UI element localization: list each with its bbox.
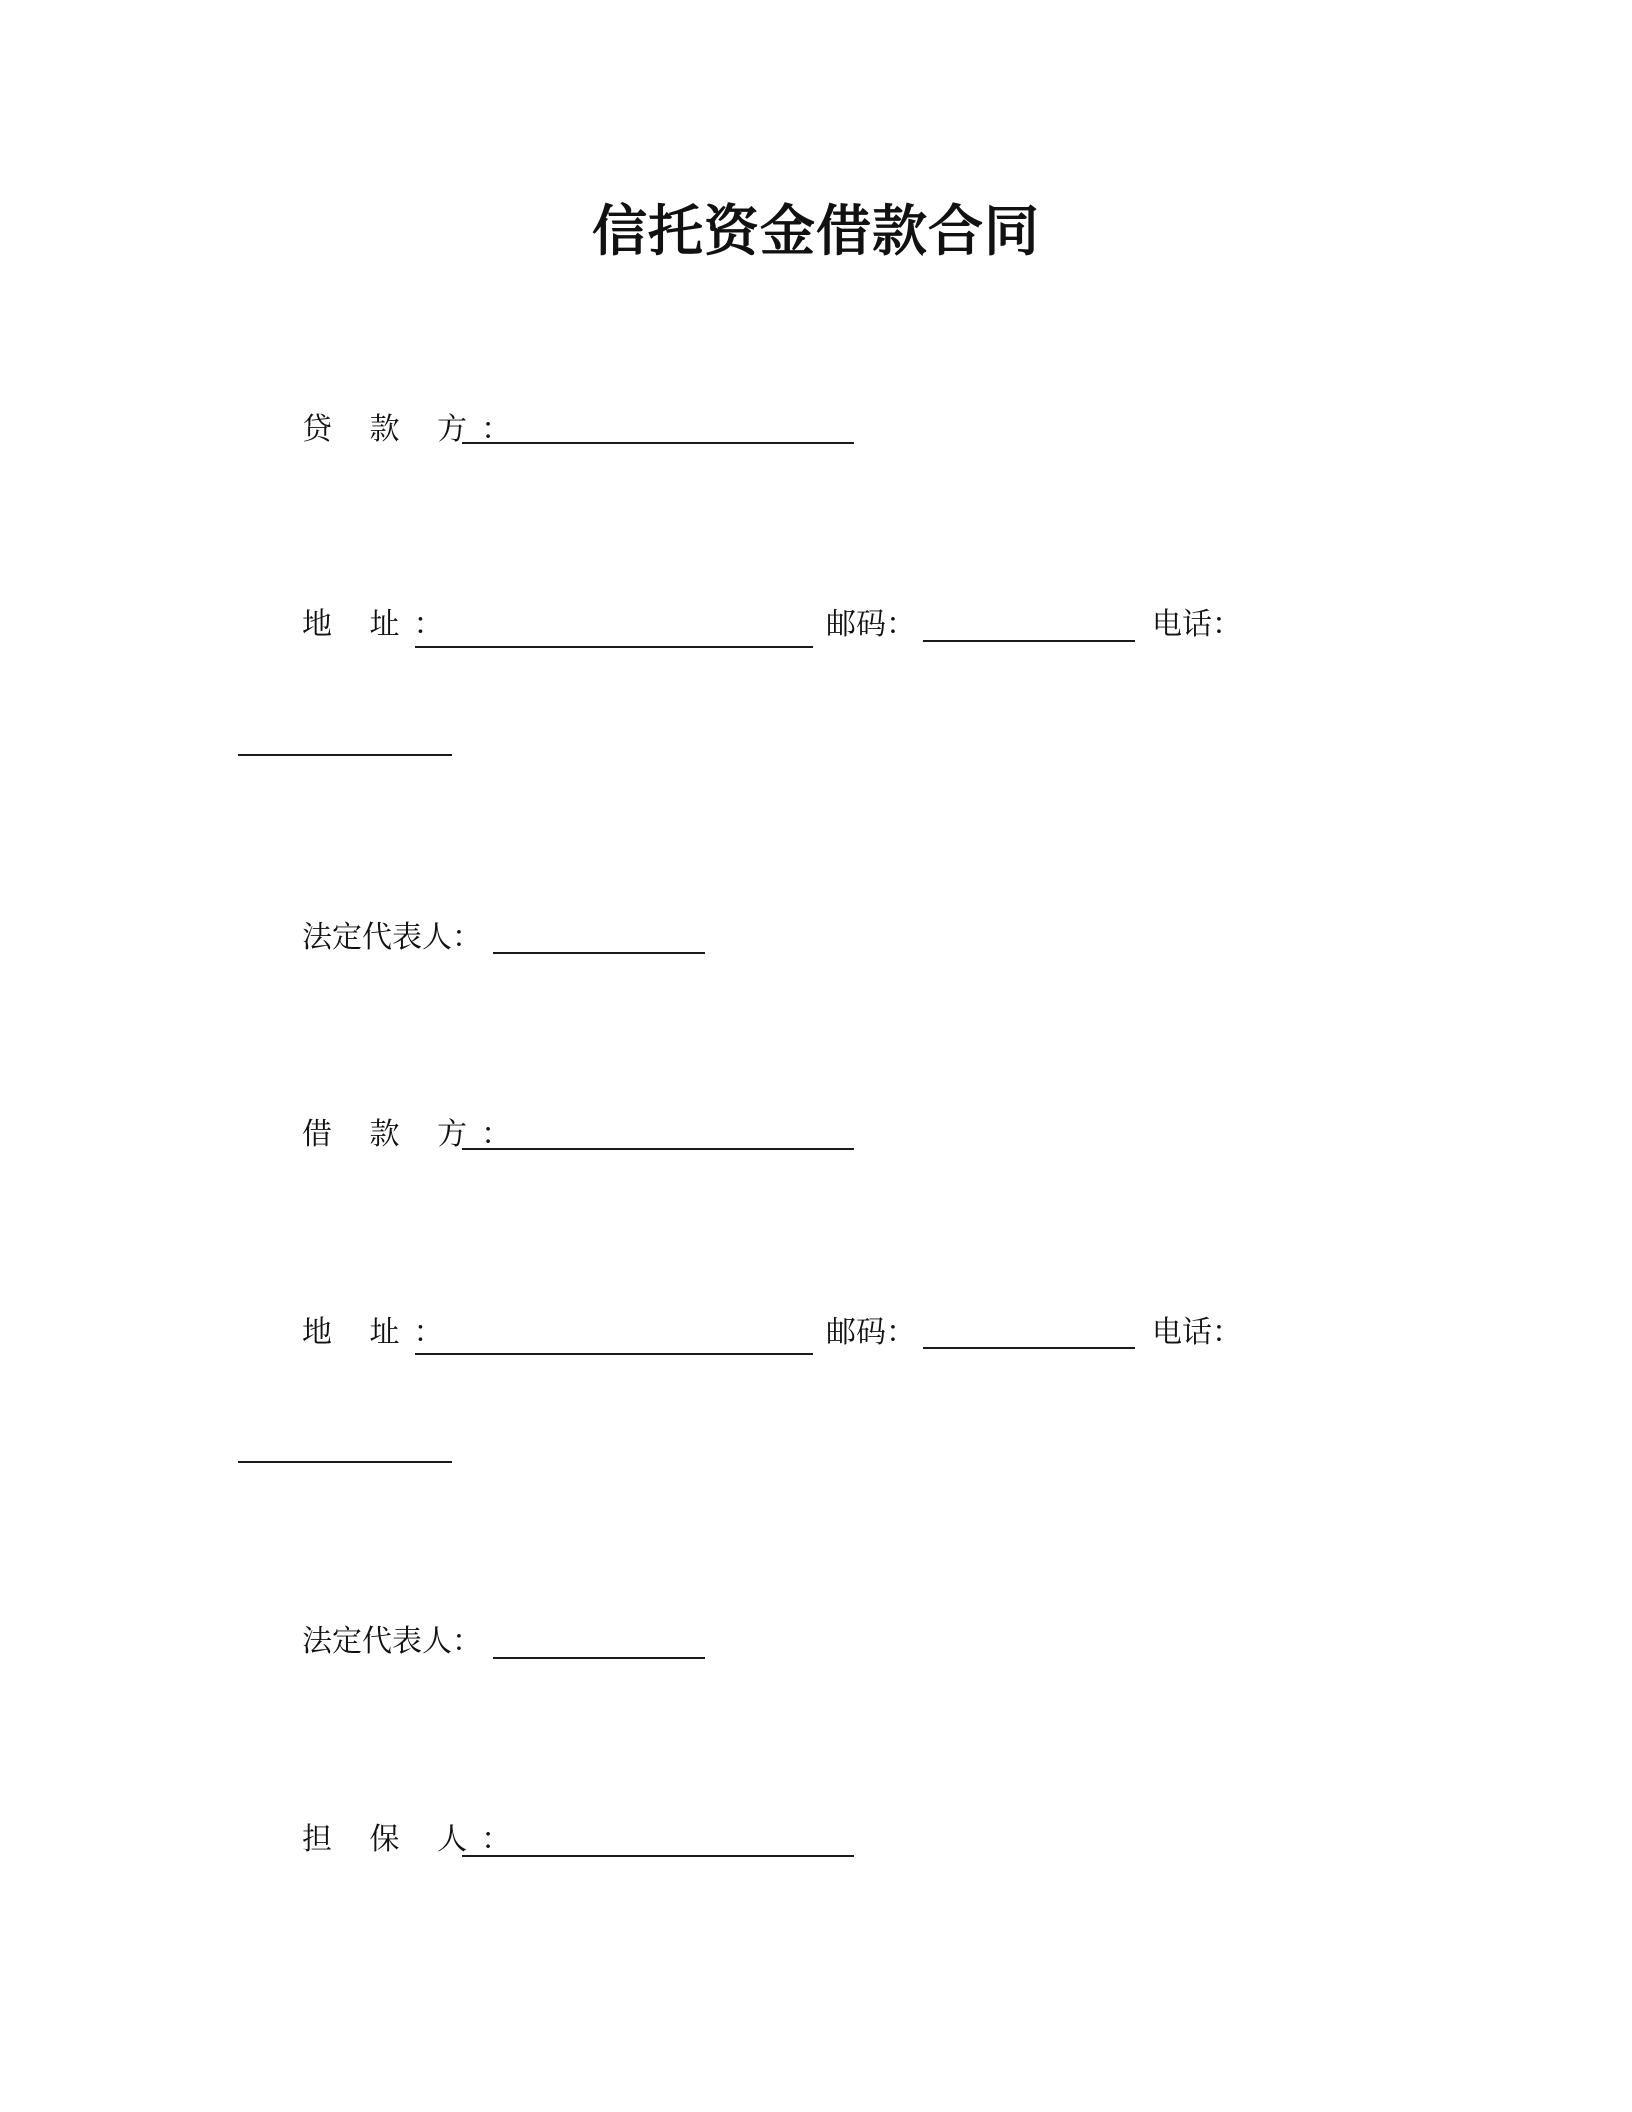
lender-address-line bbox=[302, 605, 458, 645]
borrower-address-label: 地 址： bbox=[302, 1315, 458, 1350]
lender-phone-blank[interactable] bbox=[238, 754, 452, 756]
lender-rep-label: 法定代表人： bbox=[302, 920, 482, 955]
borrower-zip-line bbox=[826, 1313, 916, 1353]
borrower-address-line bbox=[302, 1313, 458, 1353]
document-title: 信托资金借款合同 bbox=[591, 199, 1040, 263]
lender-rep-line bbox=[302, 918, 482, 958]
lender-zip-blank[interactable] bbox=[923, 640, 1135, 642]
borrower-zip-label: 邮码： bbox=[826, 1315, 916, 1350]
borrower-phone-line bbox=[1152, 1313, 1242, 1353]
borrower-phone-label: 电话： bbox=[1152, 1315, 1242, 1350]
borrower-party-label: 借 款 方： bbox=[302, 1117, 526, 1152]
borrower-party-blank[interactable] bbox=[462, 1148, 854, 1150]
lender-zip-label: 邮码： bbox=[826, 607, 916, 642]
borrower-address-blank[interactable] bbox=[415, 1353, 813, 1355]
lender-rep-blank[interactable] bbox=[493, 952, 705, 954]
lender-zip-line bbox=[826, 605, 916, 645]
lender-phone-label: 电话： bbox=[1152, 607, 1242, 642]
lender-address-label: 地 址： bbox=[302, 607, 458, 642]
lender-address-blank[interactable] bbox=[415, 646, 813, 648]
borrower-rep-line bbox=[302, 1622, 482, 1662]
borrower-zip-blank[interactable] bbox=[923, 1347, 1135, 1349]
borrower-phone-blank[interactable] bbox=[238, 1461, 452, 1463]
guarantor-blank[interactable] bbox=[462, 1855, 854, 1857]
borrower-rep-label: 法定代表人： bbox=[302, 1624, 482, 1659]
guarantor-line bbox=[302, 1820, 525, 1860]
lender-phone-line bbox=[1152, 605, 1242, 645]
guarantor-label: 担 保 人： bbox=[302, 1822, 526, 1857]
borrower-rep-blank[interactable] bbox=[493, 1657, 705, 1659]
lender-party-label: 贷 款 方： bbox=[302, 412, 526, 447]
lender-party-blank[interactable] bbox=[462, 442, 854, 444]
lender-party-line bbox=[302, 410, 525, 450]
